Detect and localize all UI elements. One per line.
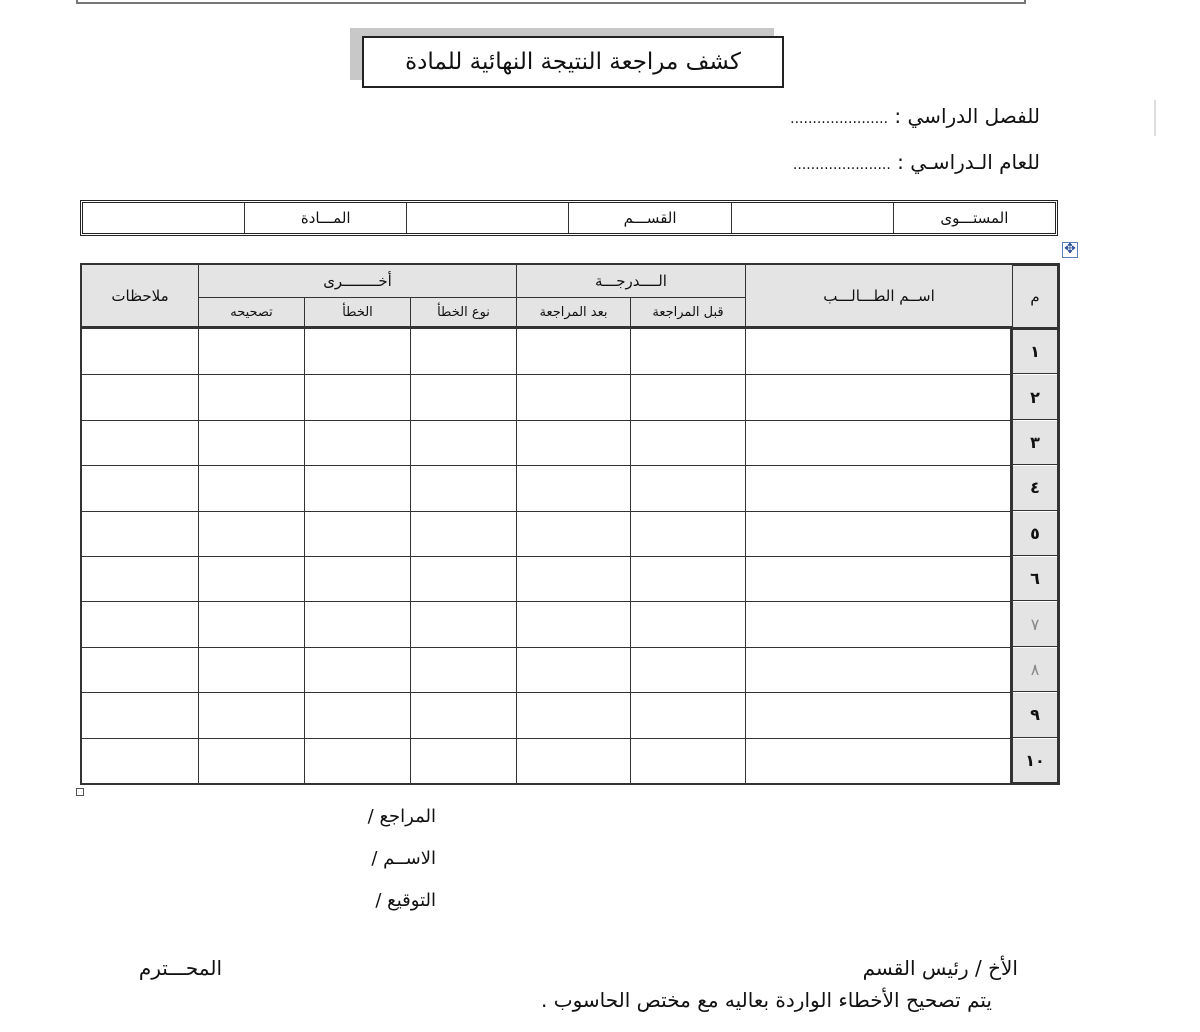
- other-header: أخــــــــرى: [199, 265, 516, 297]
- row-divider: [82, 647, 1012, 648]
- subject-value-cell[interactable]: [83, 203, 244, 233]
- num-row-divider: [1013, 464, 1057, 465]
- footer-body: يتم تصحيح الأخطاء الواردة بعاليه مع مختص الحاسوب .: [541, 988, 992, 1012]
- resize-handle[interactable]: [76, 788, 84, 796]
- error-type-header: نوع الخطأ: [411, 298, 516, 326]
- reviewer-name-label: الاســم /: [371, 848, 436, 869]
- notes-header: ملاحظات: [82, 265, 198, 326]
- col-divider: [745, 265, 746, 783]
- num-row-divider: [1013, 419, 1057, 420]
- header-mid-rule: [199, 297, 745, 298]
- honorific-text: المحـــترم: [138, 956, 222, 980]
- results-main: [80, 263, 1010, 785]
- level-value-cell[interactable]: [731, 203, 893, 233]
- row-number: ٩: [1013, 693, 1057, 736]
- addressee-line: الأخ / رئيس القسم: [862, 956, 1018, 980]
- num-row-divider: [1013, 373, 1057, 374]
- semester-label: للفصل الدراسي :: [888, 104, 1040, 128]
- col-divider: [410, 298, 411, 783]
- subject-label-cell: المـــادة: [244, 203, 406, 233]
- grade-after-header: بعد المراجعة: [517, 298, 630, 326]
- year-label: للعام الـدراسـي :: [890, 150, 1040, 174]
- row-divider: [82, 511, 1012, 512]
- row-number: ٦: [1013, 557, 1057, 600]
- row-divider: [82, 738, 1012, 739]
- row-number: ٣: [1013, 421, 1057, 464]
- header-bottom-rule: [82, 326, 1012, 329]
- row-divider: [82, 374, 1012, 375]
- semester-field[interactable]: [790, 104, 1040, 128]
- info-table[interactable]: [80, 200, 1058, 236]
- num-row-divider: [1013, 555, 1057, 556]
- row-number: ١: [1013, 330, 1057, 373]
- col-divider: [304, 298, 305, 783]
- move-icon[interactable]: ✥: [1062, 242, 1078, 258]
- document-title-text: كشف مراجعة النتيجة النهائية للمادة: [405, 49, 741, 75]
- department-label-cell: القســـم: [568, 203, 730, 233]
- row-number: ١٠: [1013, 739, 1057, 782]
- error-header: الخطأ: [305, 298, 410, 326]
- col-divider: [630, 298, 631, 783]
- row-number: ٧: [1013, 602, 1057, 645]
- row-number: ٥: [1013, 512, 1057, 555]
- row-divider: [82, 692, 1012, 693]
- margin-mark: [1154, 100, 1156, 136]
- row-divider: [82, 465, 1012, 466]
- department-value-cell[interactable]: [406, 203, 568, 233]
- year-field[interactable]: [793, 150, 1040, 174]
- num-row-divider: [1013, 691, 1057, 692]
- row-divider: [82, 556, 1012, 557]
- semester-value[interactable]: ......................: [790, 111, 889, 127]
- row-divider: [82, 420, 1012, 421]
- row-divider: [82, 601, 1012, 602]
- num-header: م: [1013, 266, 1057, 327]
- reviewer-signature-label: التوقيع /: [375, 890, 436, 911]
- col-divider: [198, 265, 199, 783]
- level-label-cell: المستـــوى: [893, 203, 1055, 233]
- reviewer-label: المراجع /: [367, 806, 436, 827]
- num-row-divider: [1013, 510, 1057, 511]
- num-row-divider: [1013, 646, 1057, 647]
- row-number: ٤: [1013, 466, 1057, 509]
- correction-header: تصحيحه: [199, 298, 304, 326]
- student-name-header: اســم الطـــالـــب: [746, 265, 1012, 326]
- num-row-divider: [1013, 737, 1057, 738]
- results-table[interactable]: [80, 263, 1060, 785]
- row-number: ٨: [1013, 648, 1057, 691]
- grade-before-header: قبل المراجعة: [631, 298, 745, 326]
- page-top-border: [76, 0, 1026, 4]
- document-title[interactable]: [362, 36, 784, 88]
- grade-header: الــــدرجـــة: [517, 265, 745, 297]
- year-value[interactable]: ......................: [792, 157, 891, 173]
- num-row-divider: [1013, 600, 1057, 601]
- row-number: ٢: [1013, 375, 1057, 418]
- col-divider: [516, 265, 517, 783]
